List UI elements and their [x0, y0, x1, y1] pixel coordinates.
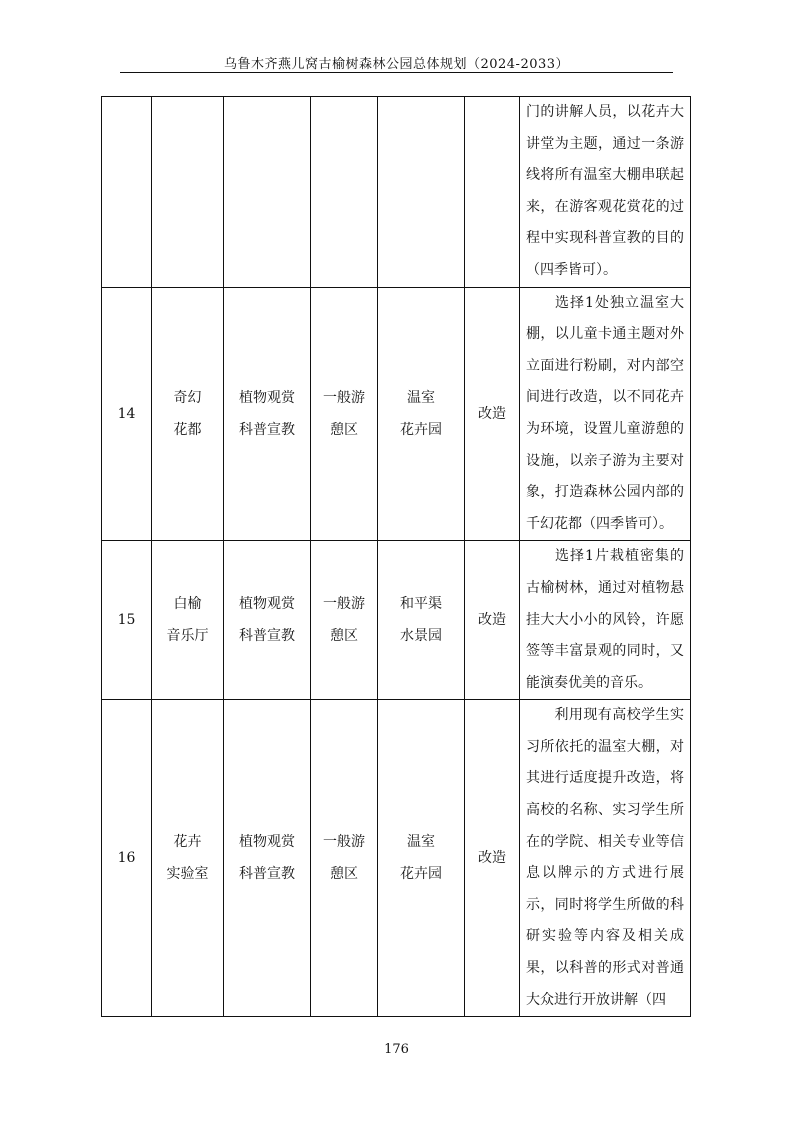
cell-mode: 改造: [465, 700, 520, 1017]
cell-area: 温室 花卉园: [378, 287, 465, 541]
cell-zone: 一般游 憩区: [311, 541, 378, 700]
cell-project-name: 奇幻 花都: [152, 287, 224, 541]
cell-category: 植物观赏 科普宣教: [224, 700, 311, 1017]
cell-number: 14: [102, 287, 152, 541]
table-row: [102, 97, 691, 288]
cell-mode: [465, 97, 520, 288]
page-number: 176: [384, 1042, 409, 1057]
cell-number: 15: [102, 541, 152, 700]
cell-area: 温室 花卉园: [378, 700, 465, 1017]
cell-zone: 一般游 憩区: [311, 700, 378, 1017]
table-row: [102, 287, 691, 541]
cell-mode: 改造: [465, 541, 520, 700]
cell-category: 植物观赏 科普宣教: [224, 287, 311, 541]
header-rule: [120, 72, 673, 73]
cell-project-name: [152, 97, 224, 288]
table-row: [102, 541, 691, 700]
cell-category: [224, 97, 311, 288]
cell-project-name: 花卉 实验室: [152, 700, 224, 1017]
cell-mode: 改造: [465, 287, 520, 541]
project-table: [101, 96, 691, 1017]
cell-category: 植物观赏 科普宣教: [224, 541, 311, 700]
cell-area: 和平渠 水景园: [378, 541, 465, 700]
cell-description: 选择1处独立温室大棚，以儿童卡通主题对外立面进行粉刷，对内部空间进行改造，以不同花卉为环境，设置儿童游憩的设施，以亲子游为主要对象，打造森林公园内部的千幻花都（四季皆可）。: [520, 287, 691, 541]
cell-zone: [311, 97, 378, 288]
cell-area: [378, 97, 465, 288]
running-header: 乌鲁木齐燕儿窝古榆树森林公园总体规划（2024-2033）: [223, 57, 570, 72]
cell-description: 门的讲解人员，以花卉大讲堂为主题，通过一条游线将所有温室大棚串联起来，在游客观花赏花的过程中实现科普宣教的目的（四季皆可）。: [520, 97, 691, 288]
cell-description: 选择1片栽植密集的古榆树林，通过对植物悬挂大大小小的风铃，许愿签等丰富景观的同时，又能演奏优美的音乐。: [520, 541, 691, 700]
cell-description: 利用现有高校学生实习所依托的温室大棚，对其进行适度提升改造，将高校的名称、实习学生所在的学院、相关专业等信息以牌示的方式进行展示，同时将学生所做的科研实验等内容及相关成果，以科普的形式对普通大众进行开放讲解（四: [520, 700, 691, 1017]
cell-project-name: 白榆 音乐厅: [152, 541, 224, 700]
table-row: [102, 700, 691, 1017]
cell-number: [102, 97, 152, 288]
cell-number: 16: [102, 700, 152, 1017]
cell-zone: 一般游 憩区: [311, 287, 378, 541]
